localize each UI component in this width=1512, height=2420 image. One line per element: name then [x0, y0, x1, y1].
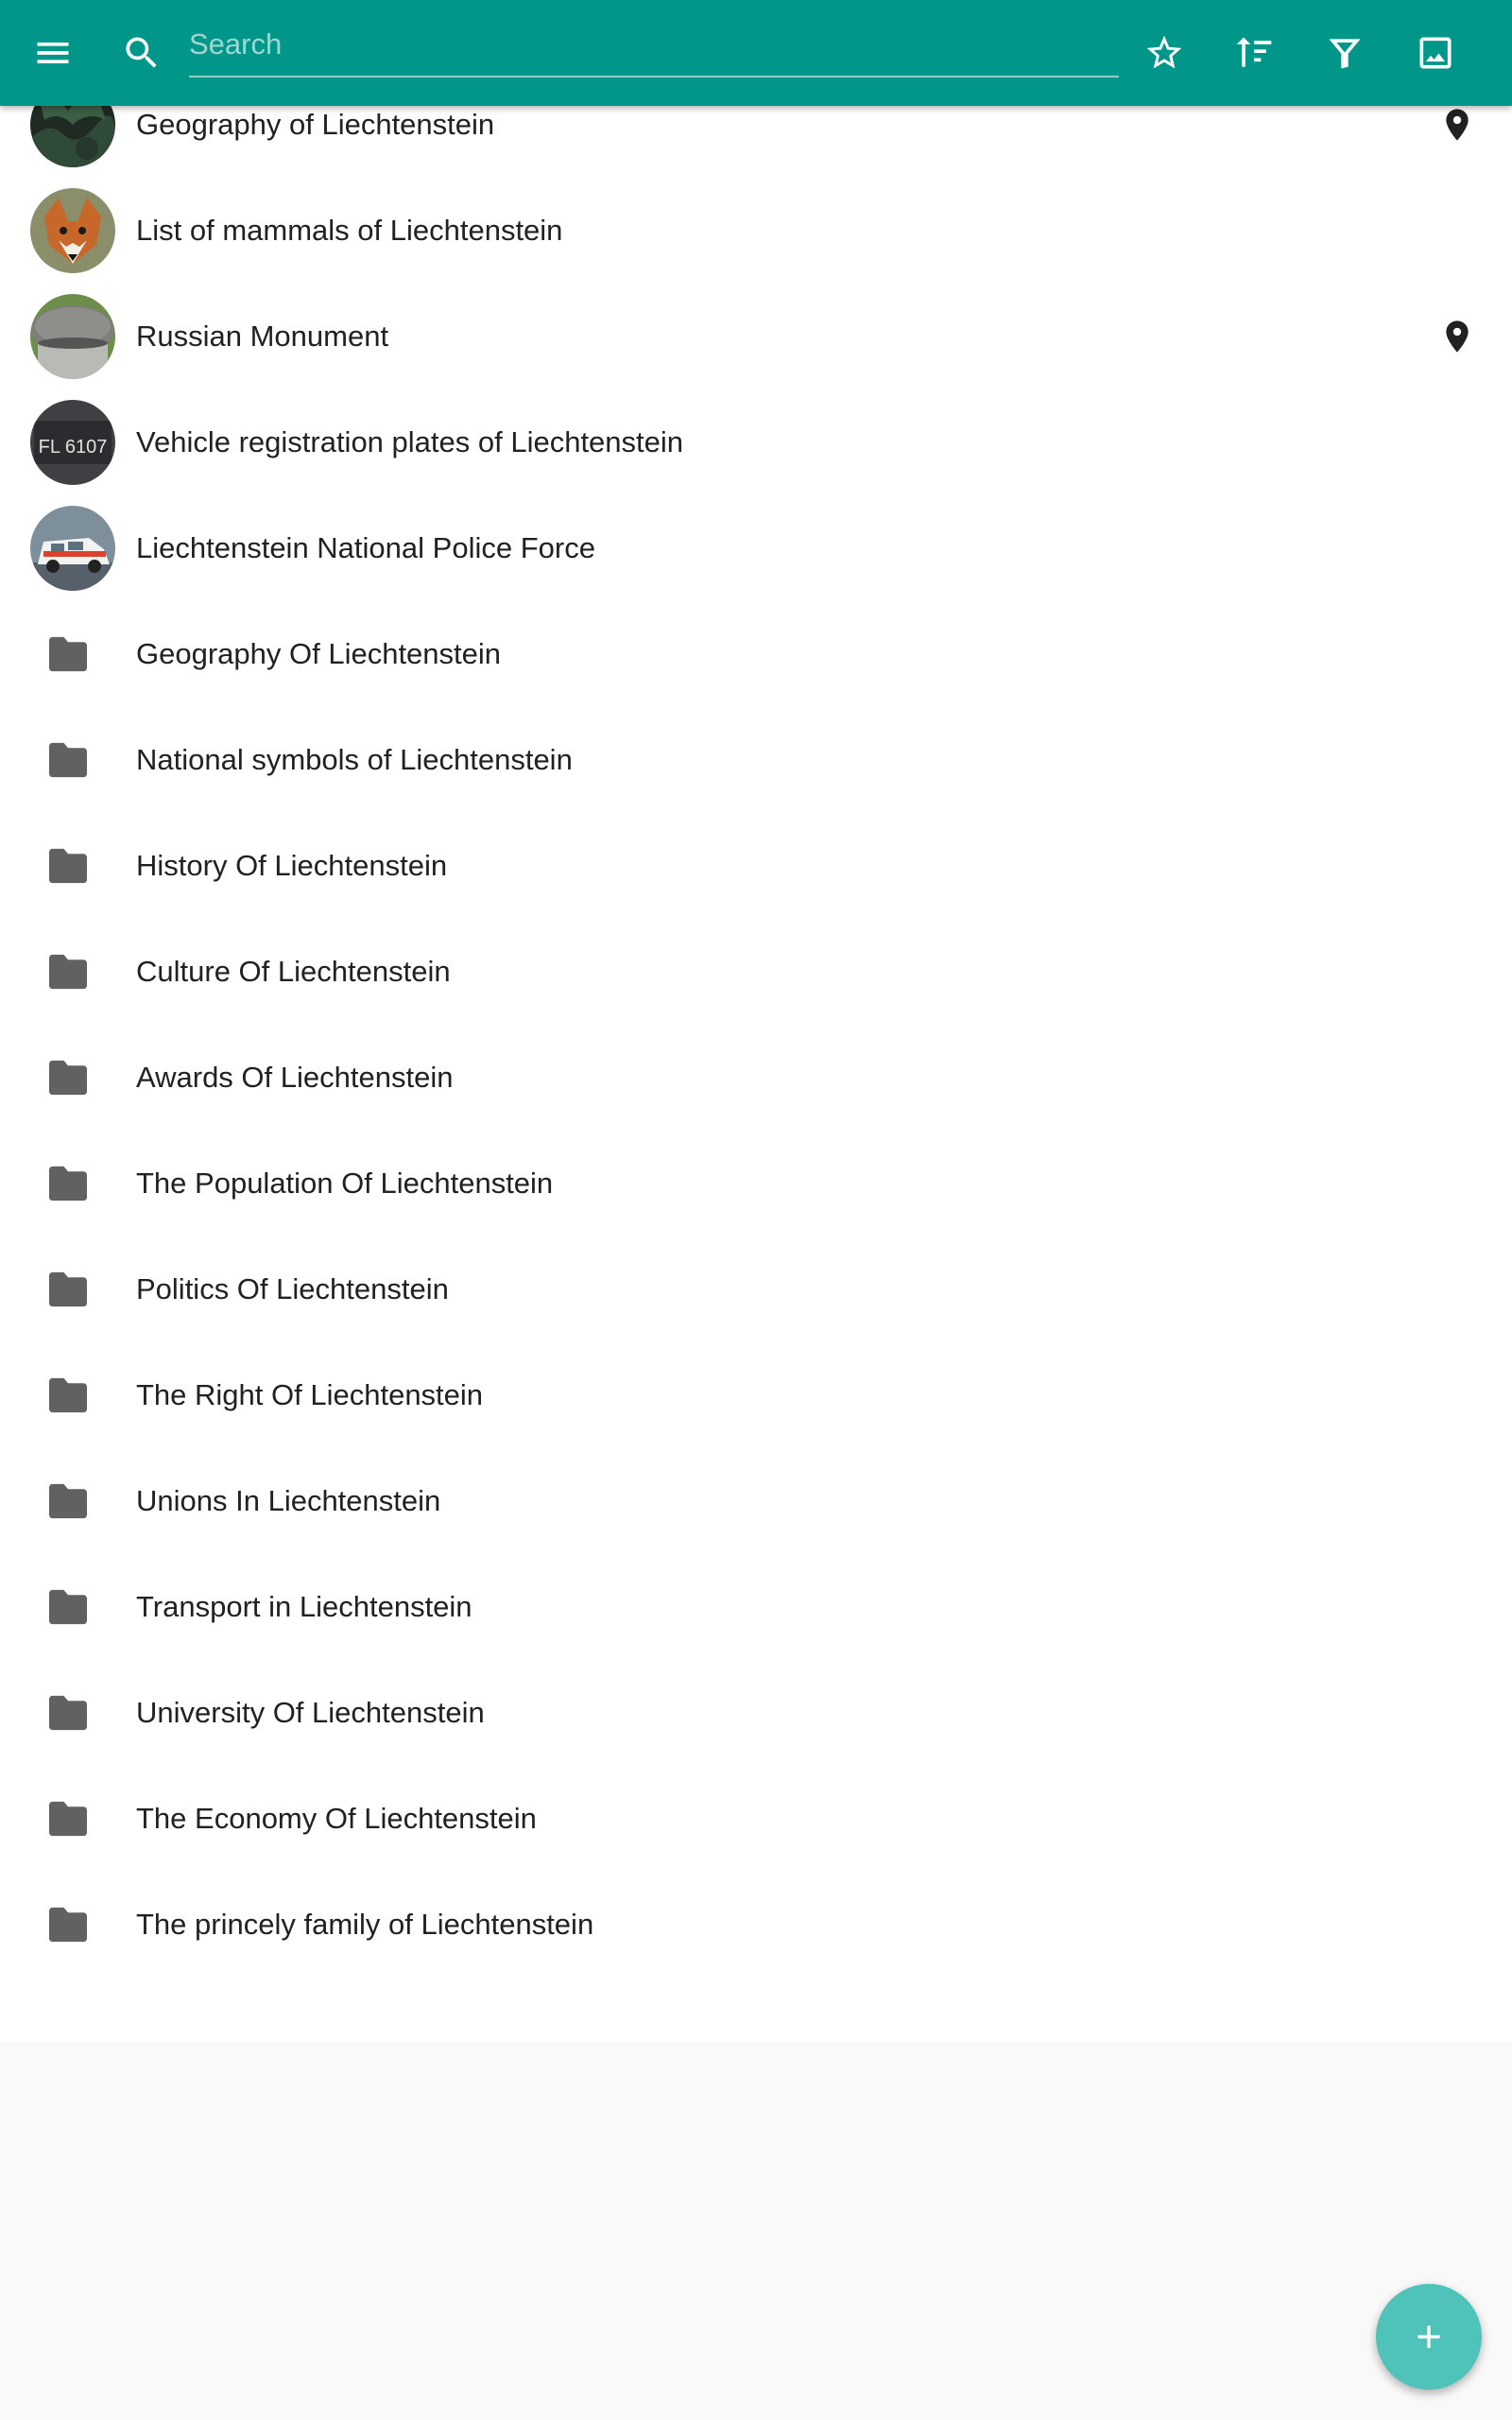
article-thumbnail: [30, 294, 115, 379]
category-title: Culture Of Liechtenstein: [136, 955, 451, 988]
star-outline-icon: [1143, 32, 1185, 74]
filter-icon: [1324, 32, 1366, 74]
article-thumbnail: [30, 400, 115, 485]
article-thumbnail: [30, 506, 115, 591]
category-title: University Of Liechtenstein: [136, 1696, 485, 1729]
result-list: [0, 66, 1512, 2042]
list-item-article[interactable]: [0, 389, 1512, 495]
list-item-category[interactable]: [0, 813, 1512, 919]
search-icon: [121, 32, 163, 74]
category-title: The Population Of Liechtenstein: [136, 1167, 554, 1200]
list-item-category[interactable]: [0, 1554, 1512, 1660]
filter-button[interactable]: [1314, 23, 1375, 83]
category-title: History Of Liechtenstein: [136, 849, 448, 882]
list-item-category[interactable]: [0, 1025, 1512, 1131]
list-item-category[interactable]: [0, 1236, 1512, 1342]
list-item-article[interactable]: [0, 495, 1512, 601]
plate-text: FL 6107: [38, 437, 108, 458]
app-bar: [0, 0, 1512, 106]
article-thumbnail: [30, 188, 115, 273]
image-icon: [1415, 32, 1456, 74]
search-input[interactable]: [189, 21, 1119, 76]
folder-icon: [47, 953, 89, 991]
article-title: Vehicle registration plates of Liechtenstein: [136, 425, 684, 458]
folder-icon: [47, 1800, 89, 1838]
list-item-article[interactable]: [0, 284, 1512, 389]
article-title: Geography of Liechtenstein: [136, 108, 495, 141]
list-item-category[interactable]: [0, 1766, 1512, 1872]
category-title: The Economy Of Liechtenstein: [136, 1802, 537, 1835]
image-button[interactable]: [1405, 23, 1466, 83]
folder-icon: [47, 1906, 89, 1944]
list-item-category[interactable]: [0, 1448, 1512, 1554]
search-button[interactable]: [112, 23, 172, 83]
category-title: Awards Of Liechtenstein: [136, 1061, 454, 1094]
category-title: The Right Of Liechtenstein: [136, 1378, 484, 1411]
search-field[interactable]: [189, 21, 1119, 78]
category-title: The princely family of Liechtenstein: [136, 1908, 594, 1941]
sort-icon: [1233, 32, 1275, 74]
folder-icon: [47, 1482, 89, 1520]
list-item-article[interactable]: [0, 178, 1512, 284]
menu-icon: [32, 32, 74, 74]
article-title: List of mammals of Liechtenstein: [136, 214, 563, 247]
list-item-category[interactable]: [0, 919, 1512, 1025]
folder-icon: [47, 741, 89, 779]
category-title: Transport in Liechtenstein: [136, 1590, 472, 1623]
folder-icon: [47, 1059, 89, 1097]
folder-icon: [47, 1376, 89, 1414]
list-item-category[interactable]: [0, 601, 1512, 707]
add-button[interactable]: [1376, 2284, 1482, 2390]
list-item-category[interactable]: [0, 1872, 1512, 1978]
list-item-category[interactable]: [0, 1660, 1512, 1766]
category-title: Politics Of Liechtenstein: [136, 1272, 449, 1305]
folder-icon: [47, 1694, 89, 1732]
category-title: National symbols of Liechtenstein: [136, 743, 573, 776]
list-item-category[interactable]: [0, 707, 1512, 813]
folder-icon: [47, 1165, 89, 1202]
folder-icon: [47, 635, 89, 673]
favorites-button[interactable]: [1134, 23, 1194, 83]
location-pin-icon[interactable]: [1438, 318, 1476, 355]
list-item-category[interactable]: [0, 1131, 1512, 1236]
sort-button[interactable]: [1224, 23, 1284, 83]
location-pin-icon[interactable]: [1438, 106, 1476, 144]
list-item-category[interactable]: [0, 1342, 1512, 1448]
category-title: Geography Of Liechtenstein: [136, 637, 502, 670]
plus-icon: [1410, 2318, 1448, 2356]
article-title: Liechtenstein National Police Force: [136, 531, 595, 564]
menu-button[interactable]: [23, 23, 83, 83]
folder-icon: [47, 1270, 89, 1308]
article-title: Russian Monument: [136, 320, 389, 353]
category-title: Unions In Liechtenstein: [136, 1484, 441, 1517]
folder-icon: [47, 1588, 89, 1626]
folder-icon: [47, 847, 89, 885]
